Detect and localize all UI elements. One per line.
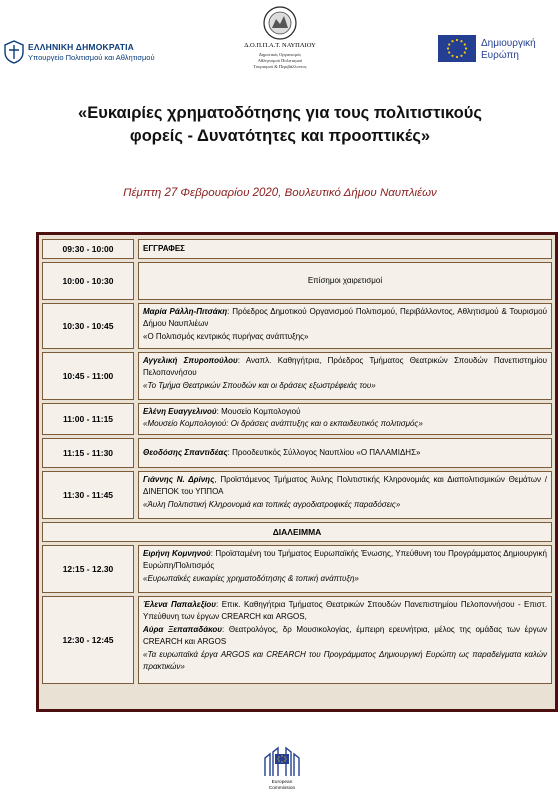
program-table (36, 232, 558, 712)
speaker-name: Έλενα Παπαλεξίου (143, 600, 217, 609)
program-row (42, 545, 552, 593)
ministry-label: Υπουργείο Πολιτισμού και Αθλητισμού (28, 53, 155, 62)
row-time: 10:45 - 11:00 (42, 352, 134, 400)
row-content (138, 438, 552, 468)
page-title: «Ευκαιρίες χρηματοδότησης για τους πολιτιστικούς φορείς - Δυνατότητες και προοπτικές» (78, 104, 482, 145)
speaker-role: , Προϊστάμενος Τμήματος Άυλης Πολιτιστικής Κληρονομιάς και Διαπολιτισμικών Θεμάτων / ΔΙΝΕΠΟΚ του ΥΠΠΟΑ (143, 475, 548, 497)
talk-topic: «Ευρωπαϊκές ευκαιρίες χρηματοδότησης & τοπική ανάπτυξη» (143, 573, 359, 583)
row-time: 09:30 - 10:00 (42, 239, 134, 259)
ec-label-1: European (271, 780, 293, 785)
speaker-name: Αγγελική Σπυροπούλου (143, 356, 238, 365)
speaker-name: Θεοδόσης Σπαντιδέας (143, 447, 228, 457)
row-time: 10:30 - 10:45 (42, 303, 134, 349)
row-content (138, 471, 552, 519)
program-row (42, 262, 552, 300)
speaker-role: : Θεατρολόγος, δρ Μουσικολογίας, έμπειρη ερευνήτρια, μέλος της ομάδας των έργων CREARCH και ARGOS (143, 624, 548, 647)
speaker-name: Αύρα Ξεπαπαδάκου (143, 624, 223, 634)
row-time: 11:00 - 11:15 (42, 403, 134, 435)
speaker-name: Ειρήνη Κομνηνού (143, 549, 211, 558)
row-time: 11:30 - 11:45 (42, 471, 134, 519)
row-content: Επίσημοι χαιρετισμοί (138, 262, 552, 300)
european-commission-logo-icon (262, 740, 302, 780)
speaker-role: : Προοδευτικός Σύλλογος Ναυπλίου «Ο ΠΑΛΑΜΙΔΗΣ» (227, 447, 421, 457)
row-content (138, 352, 552, 400)
speaker-role: : Μουσείο Κομπολογιού (216, 407, 301, 416)
program-row (42, 303, 552, 349)
creative-europe-label-2: Ευρώπη (481, 50, 519, 61)
eu-flag-icon (438, 35, 476, 62)
greek-emblem-icon (4, 40, 24, 64)
header (0, 0, 560, 78)
talk-topic: «Το Τμήμα Θεατρικών Σπουδών και οι δράσεις εξωστρέφειάς του» (143, 380, 376, 390)
speaker-name: Μαρία Ράλλη-Πιτσάκη (143, 307, 228, 316)
program-row (42, 438, 552, 468)
program-row (42, 239, 552, 259)
program-row (42, 596, 552, 684)
row-time: 10:00 - 10:30 (42, 262, 134, 300)
program-row (42, 471, 552, 519)
row-time: 12:30 - 12:45 (42, 596, 134, 684)
org-desc-2: Αθλητισμού Πολιτισμού (257, 58, 303, 63)
speaker-name: Ελένη Ευαγγελινού (143, 407, 217, 416)
row-content (138, 545, 552, 593)
talk-topic: «Μουσείο Κομπολογιού: Οι δράσεις ανάπτυξης και ο εκπαιδευτικός πολιτισμός» (143, 419, 423, 429)
creative-europe-label-1: Δημιουργική (481, 38, 536, 49)
speaker-role: : Προϊσταμένη του Τμήματος Ευρωπαϊκής Ένωσης, Υπεύθυνη του Προγράμματος Δημιουργική Ευρώπη/Πολιτισμός (143, 549, 547, 571)
greek-republic-label: ΕΛΛΗΝΙΚΗ ΔΗΜΟΚΡΑΤΙΑ (28, 42, 135, 52)
row-time: 11:15 - 11:30 (42, 438, 134, 468)
row-content (138, 403, 552, 435)
ec-label-2: Commission (268, 786, 296, 791)
talk-topic: «Άυλη Πολιτιστική Κληρονομιά και τοπικές αγροδιατροφικές παραδόσεις» (143, 499, 401, 509)
talk-topic: «Τα ευρωπαϊκά έργα ARGOS και CREARCH του Προγράμματος Δημιουργική Ευρώπη ως παραδείγματα καλών πρακτικών» (143, 649, 547, 672)
event-date-venue: Πέμπτη 27 Φεβρουαρίου 2020, Βουλευτικό Δήμου Ναυπλιέων (123, 187, 437, 199)
row-content: ΕΓΓΡΑΦΕΣ (138, 239, 552, 259)
speaker-role: : Επικ. Καθηγήτρια Τμήματος Θεατρικών Σπουδών Πανεπιστημίου Πελοποννήσου - Επιστ. Υπεύθυνη των έργων CREARCH και ARGOS, (143, 600, 548, 622)
row-content (138, 303, 552, 349)
speaker-role: : Αναπλ. Καθηγήτρια, Πρόεδρος Τμήματος Θεατρικών Σπουδών Πανεπιστημίου Πελοποννήσου (143, 356, 548, 378)
speaker-name: Γιάννης Ν. Δρίνης (143, 475, 215, 484)
row-time: 12:15 - 12.30 (42, 545, 134, 593)
org-desc-1: Δημοτικός Οργανισμός (258, 52, 302, 57)
program-row (42, 403, 552, 435)
row-content (138, 596, 552, 684)
break-row: ΔΙΑΛΕΙΜΜΑ (42, 522, 552, 542)
doppat-seal-icon (262, 4, 298, 42)
speaker-role: : Πρόεδρος Δημοτικού Οργανισμού Πολιτισμού, Περιβάλλοντος, Αθλητισμού & Τουρισμού Δήμου Ναυπλιέων (143, 307, 547, 329)
talk-topic: «Ο Πολιτισμός κεντρικός πυρήνας ανάπτυξης» (143, 331, 309, 341)
org-desc-3: Τουρισμού & Περιβάλλοντος (253, 64, 307, 69)
program-row (42, 352, 552, 400)
org-name: Δ.Ο.Π.Π.Α.Τ. ΝΑΥΠΛΙΟΥ (244, 42, 316, 49)
